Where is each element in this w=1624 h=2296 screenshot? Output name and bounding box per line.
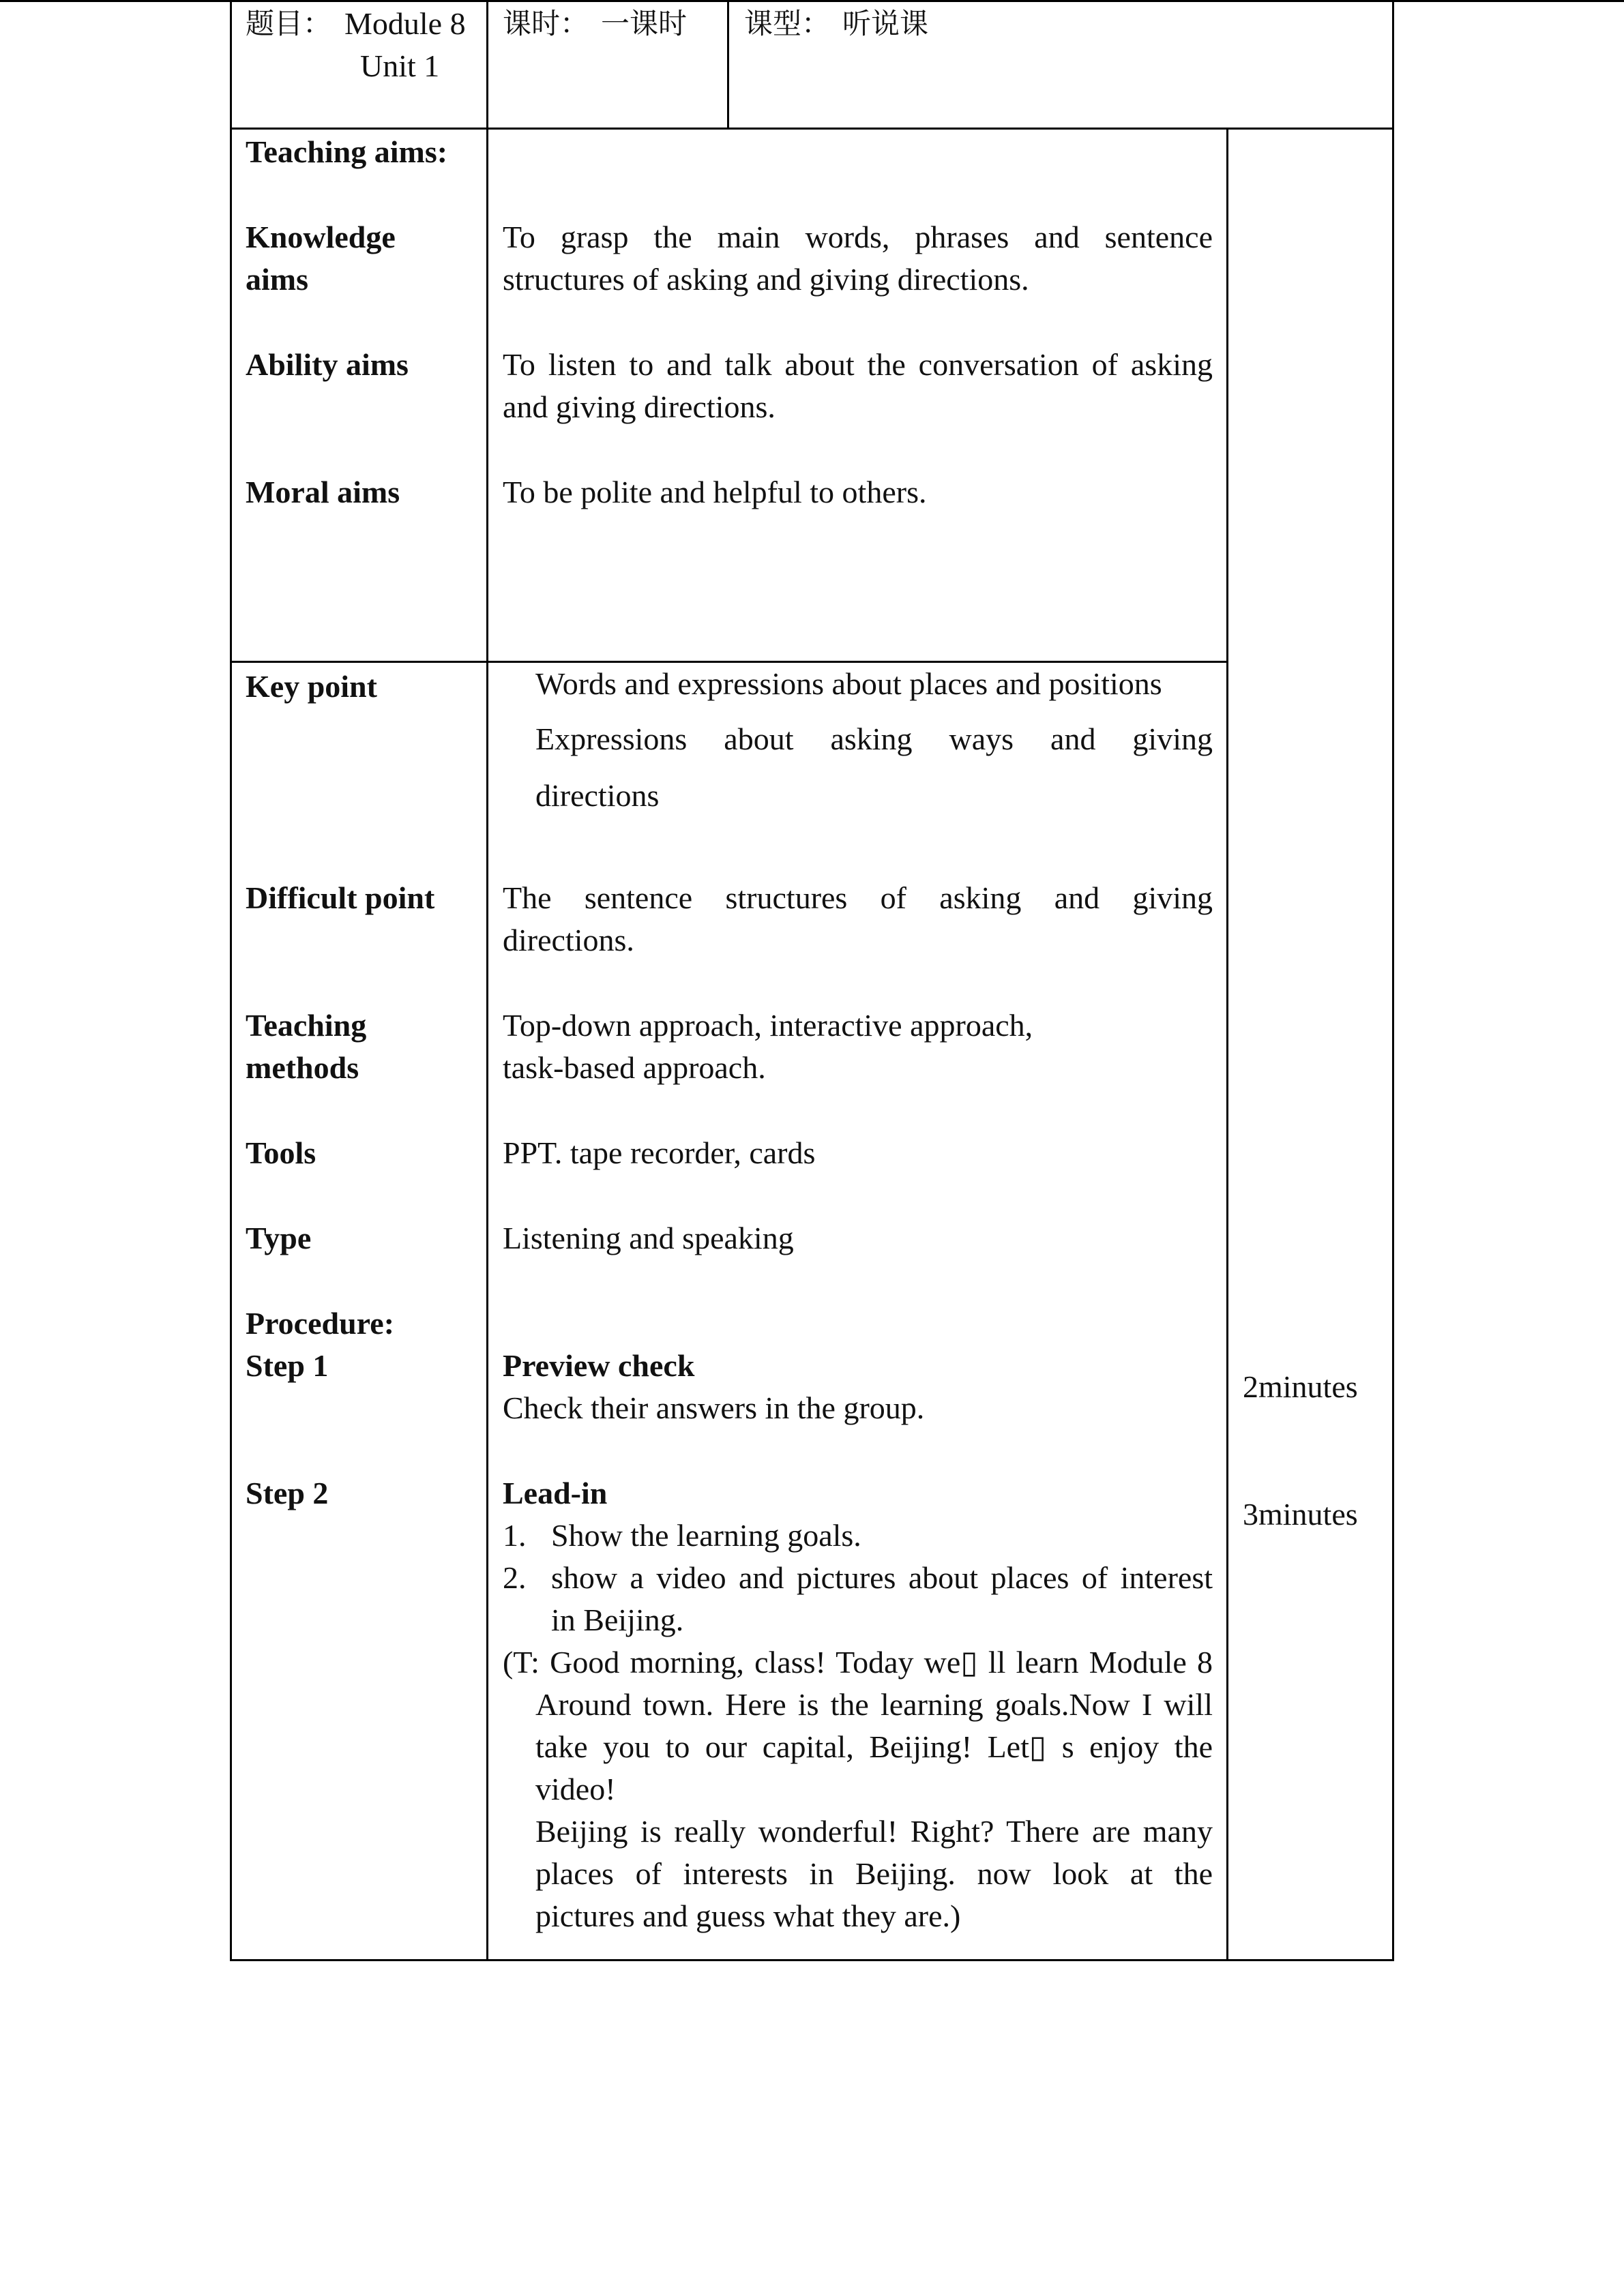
step-1-title: Preview check: [503, 1348, 695, 1383]
step-2-item-2-text: show a video and pictures about places of interest: [551, 1560, 1213, 1595]
header-period-divider: [727, 0, 729, 130]
ability-aims-text-2: and giving directions.: [503, 389, 776, 424]
dialog-line-7: pictures and guess what they are.): [535, 1898, 961, 1933]
tools-text: PPT. tape recorder, cards: [503, 1135, 816, 1170]
tools-label: Tools: [246, 1135, 316, 1170]
step-2-item-2-text-2: in Beijing.: [551, 1602, 684, 1637]
key-point-label: Key point: [246, 669, 377, 704]
teaching-methods-line-1: Top-down approach, interactive approach,: [503, 1008, 1033, 1043]
step-2-time: 3minutes: [1243, 1497, 1358, 1532]
teaching-methods-label: Teaching: [246, 1008, 367, 1043]
dialog-line-5: Beijing is really wonderful! Right? There are many: [535, 1814, 1213, 1849]
step-1-time: 2minutes: [1243, 1369, 1358, 1404]
period-label: 课时：: [503, 7, 589, 40]
header-row-divider: [230, 128, 1394, 130]
step-1-text: Check their answers in the group.: [503, 1390, 925, 1425]
table-left-border: [230, 0, 232, 1961]
key-point-line-3: directions: [535, 778, 660, 813]
step-2-item-1-text: Show the learning goals.: [551, 1518, 861, 1553]
key-point-line-1: Words and expressions about places and positions: [535, 666, 1162, 701]
knowledge-aims-text-2: structures of asking and giving directions.: [503, 262, 1029, 297]
dialog-line-3: take you to our capital, Beijing! Let▯ s enjoy the: [535, 1729, 1213, 1764]
teaching-methods-label-2: methods: [246, 1050, 359, 1085]
teaching-aims-heading: Teaching aims:: [246, 134, 448, 169]
moral-aims-text: To be polite and helpful to others.: [503, 475, 927, 509]
dialog-line-1: (T: Good morning, class! Today we▯ ll learn Module 8: [503, 1645, 1213, 1680]
ability-aims-text: To listen to and talk about the conversation of asking: [503, 347, 1213, 382]
dialog-line-4: video!: [535, 1772, 616, 1806]
table-bottom-border: [230, 1959, 1394, 1961]
table-right-border: [1392, 0, 1394, 1961]
difficult-point-line-1: The sentence structures of asking and giving: [503, 880, 1213, 915]
lesson-type-value: 听说课: [842, 7, 929, 40]
time-column-divider: [1226, 128, 1228, 1961]
step-2-item-1-number: 1.: [503, 1518, 527, 1553]
knowledge-aims-text: To grasp the main words, phrases and sentence: [503, 220, 1213, 254]
lesson-type-label: 课型：: [744, 7, 831, 40]
type-text: Listening and speaking: [503, 1221, 794, 1255]
key-point-line-2: Expressions about asking ways and giving: [535, 721, 1213, 756]
step-2-title: Lead-in: [503, 1476, 608, 1510]
period-value: 一课时: [601, 7, 688, 40]
moral-aims-label: Moral aims: [246, 475, 400, 509]
ability-aims-label: Ability aims: [246, 347, 409, 382]
step-2-label: Step 2: [246, 1476, 329, 1510]
difficult-point-label: Difficult point: [246, 880, 435, 915]
topic-label: 题目：: [246, 7, 332, 40]
dialog-line-6: places of interests in Beijing. now look at the: [535, 1856, 1213, 1891]
step-2-item-2-number: 2.: [503, 1560, 527, 1595]
knowledge-aims-label-2: aims: [246, 262, 308, 297]
step-1-label: Step 1: [246, 1348, 329, 1383]
teaching-methods-line-2: task-based approach.: [503, 1050, 766, 1085]
type-label: Type: [246, 1221, 312, 1255]
topic-unit: Unit 1: [360, 48, 440, 83]
topic-value: Module 8: [344, 6, 466, 41]
page-top-border: [0, 0, 1624, 2]
difficult-point-line-2: directions.: [503, 923, 634, 957]
dialog-line-2: Around town. Here is the learning goals.Now I will: [535, 1687, 1213, 1722]
label-column-divider: [486, 0, 488, 1961]
procedure-heading: Procedure:: [246, 1306, 395, 1341]
knowledge-aims-label: Knowledge: [246, 220, 396, 254]
